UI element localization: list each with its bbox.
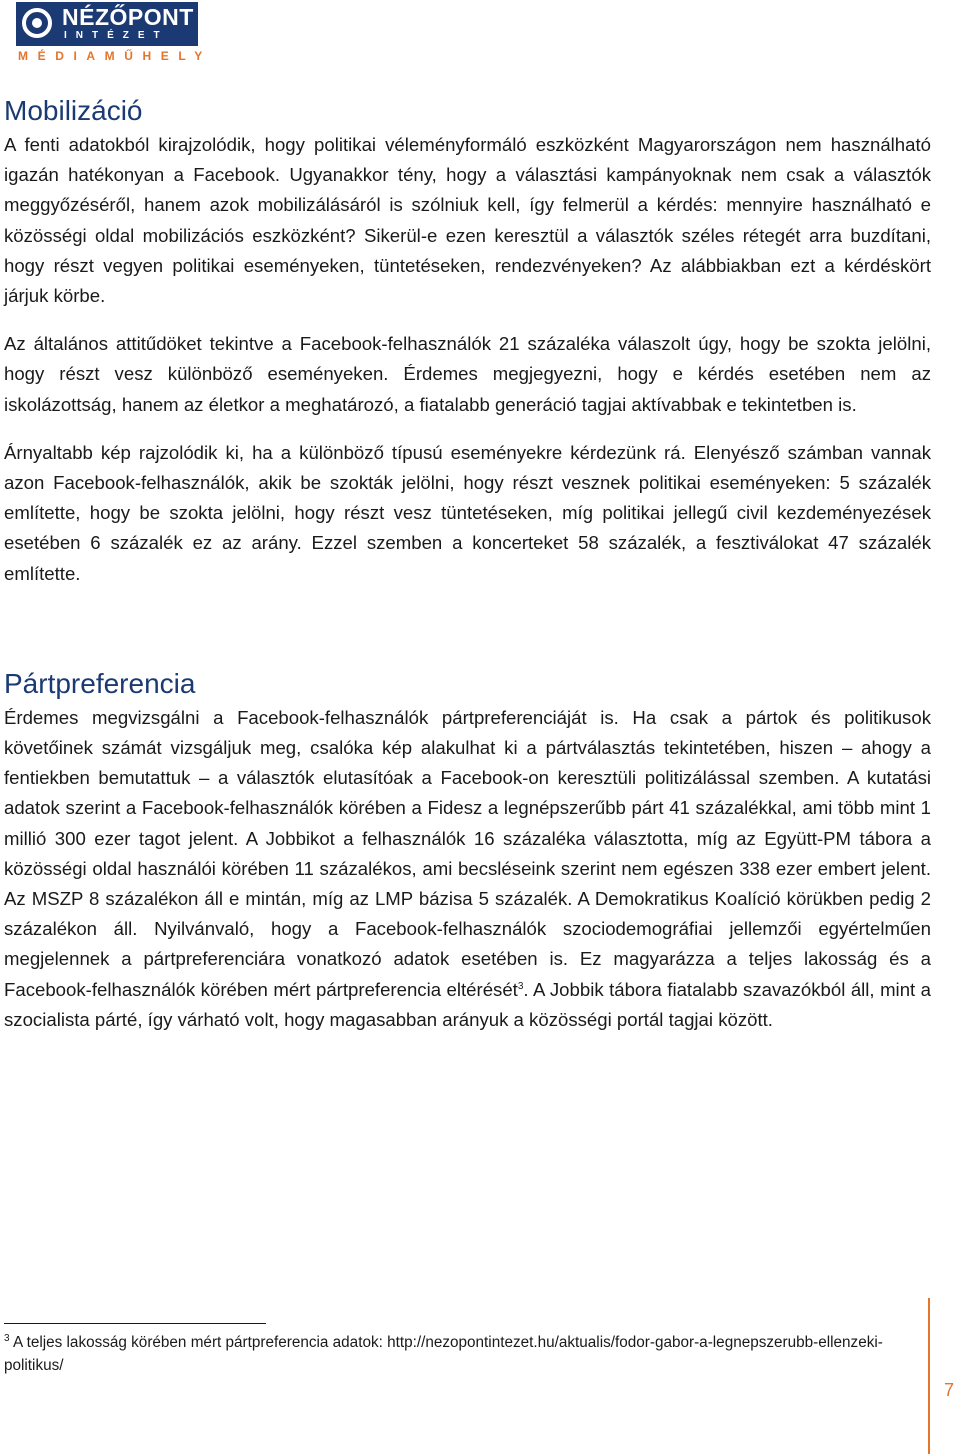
document-body (4, 92, 931, 1035)
paragraph-text: Érdemes megvizsgálni a Facebook-felhasználók pártpreferenciáját is. Ha csak a pártok és politikusok követőinek számát vizsgáljuk meg, csalóka kép alakulhat ki a pártválasztás tekintetében, hiszen – ahogy a fentiekben bemutattuk – a választók elutasítóak a Facebook-on keresztüli politizálással szemben. A kutatási adatok szerint a Facebook-felhasználók körében a Fidesz a legnépszerűbb párt 41 százalékkal, ami több mint 1 millió 300 ezer tagot jelent. A Jobbikot a felhasználók 16 százaléka választotta, míg az Együtt-PM tábora a közösségi oldal használói körében 11 százalékos, ami becsléseink szerint nem egészen 338 ezer embert jelent. Az MSZP 8 százalékon áll e mintán, míg az LMP bázisa 5 százalék. A Demokratikus Koalíció körükben pedig 2 százalékon áll. Nyilvánvaló, hogy a Facebook-felhasználók szociodemográfiai jellemzői egyértelműen megjelennek a pártpreferenciára vonatkozó adatok esetében is. Ez magyarázza a teljes lakosság és a Facebook-felhasználók körében mért pártpreferencia eltérését (4, 706, 931, 1000)
footnote-number: 3 (4, 1332, 10, 1344)
section-title-mobilizacio: Mobilizáció (4, 95, 143, 126)
paragraph-text-tail: . A Jobbik tábora fiatalabb szavazókból áll, mint a szocialista párté, így várható volt, hogy magasabban arányuk a közösségi portál tagjai között. (4, 978, 932, 1030)
logo-subtitle: INTÉZET (64, 30, 169, 41)
section-title-partpreferencia: Pártpreferencia (4, 667, 196, 699)
footnote-divider (4, 1323, 266, 1324)
footnote (4, 1331, 928, 1377)
logo-tagline: MÉDIAMŰHELY (18, 49, 212, 63)
eye-icon (22, 8, 52, 38)
logo-name: NÉZŐPONT (62, 4, 194, 30)
paragraph: Árnyaltabb kép rajzolódik ki, ha a különböző típusú eseményekre kérdezünk rá. Elenyésző számban vannak azon Facebook-felhasználók, akik be szokták jelölni, hogy részt vesznek politikai eseményeken: 5 százalék említette, hogy be szokta jelölni, hogy részt vesz tüntetéseken, míg politikai jellegű civil kezdeményezések esetében 6 százalék ez az arány. Ezzel szemben a koncerteket 58 százalék, a fesztiválokat 47 százalék említette. (4, 441, 931, 584)
paragraph (4, 703, 931, 1035)
logo-badge (16, 2, 198, 46)
page-number: 7 (944, 1380, 955, 1400)
footnote-reference: 3 (517, 980, 524, 992)
paragraph: Az általános attitűdöket tekintve a Facebook-felhasználók 21 százaléka válaszolt úgy, hogy be szokta jelölni, hogy részt vesz különböző eseményeken. Érdemes megjegyezni, hogy e kérdés esetében nem az iskolázottság, hanem az életkor a meghatározó, a fiatalabb generáció tagjai aktívabbak e tekintetben is. (4, 333, 931, 415)
paragraph: A fenti adatokból kirajzolódik, hogy politikai véleményformáló eszközként Magyarországon nem használható igazán hatékonyan a Facebook. Ugyanakkor tény, hogy a választási kampányoknak nem csak a választók meggyőzéséről, hanem azok mobilizálásáról is szólniuk kell, így felmerül a kérdés: mennyire használható e közösségi oldal mobilizációs eszközként? Sikerül-e ezen keresztül a választók széles rétegét arra buzdítani, hogy részt vegyen politikai eseményeken, tüntetéseken, rendezvényeken? Az alábbiakban ezt a kérdéskört járjuk körbe. (4, 134, 931, 307)
page-margin-line (928, 1298, 930, 1454)
logo (16, 2, 212, 66)
footnote-text: A teljes lakosság körében mért pártpreferencia adatok: http://nezopontintezet.hu/aktualis/fodor-gabor-a-legnepszerubb-ellenzeki-politikus/ (4, 1334, 883, 1374)
